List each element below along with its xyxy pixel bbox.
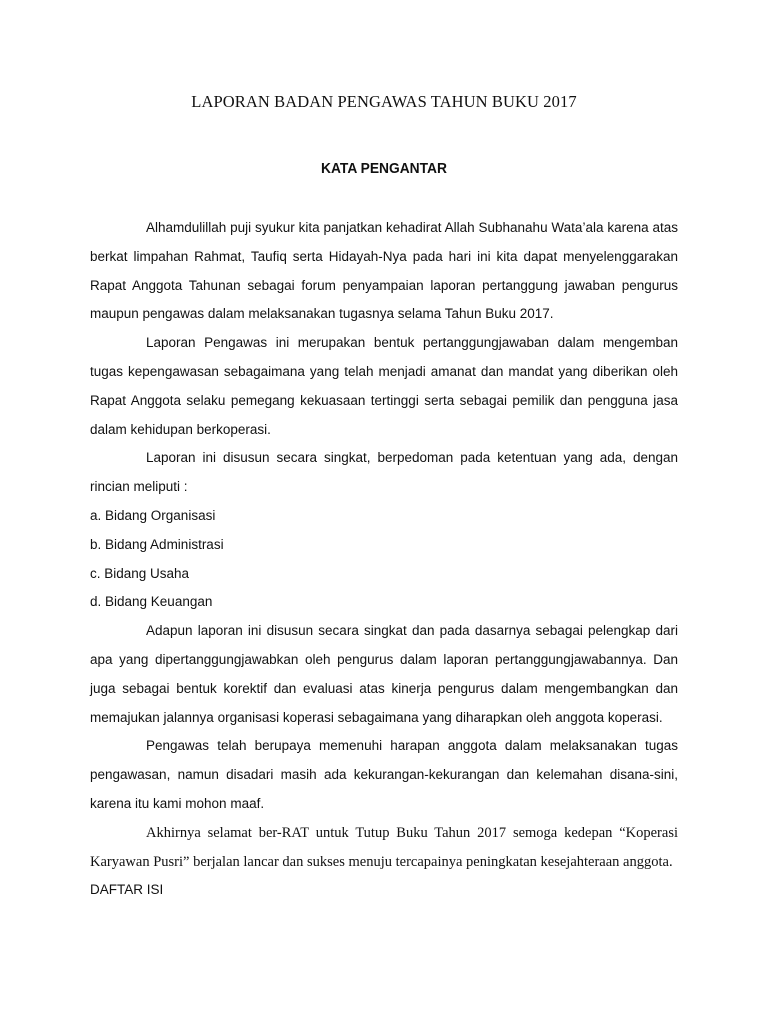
list-item-keuangan: d. Bidang Keuangan: [90, 594, 213, 610]
document-title: LAPORAN BADAN PENGAWAS TAHUN BUKU 2017: [191, 92, 577, 111]
table-of-contents-label: DAFTAR ISI: [90, 882, 164, 898]
paragraph-supplement: Adapun laporan ini disusun secara singkat dan pada dasarnya sebagai pelengkap dari apa yang dipertanggungjawabkan oleh pengurus dalam laporan pertanggungjawabannya. Dan juga sebagai bentuk korektif dan evaluasi atas kinerja pengurus dalam mengembangkan dan memajukan jalannya organisasi koperasi sebagaimana yang diharapkan oleh anggota koperasi.: [90, 623, 678, 725]
list-item-organisasi: a. Bidang Organisasi: [90, 507, 216, 523]
list-item-administrasi: b. Bidang Administrasi: [90, 536, 224, 552]
paragraph-purpose: Laporan Pengawas ini merupakan bentuk pertanggungjawaban dalam mengemban tugas kepengawasan sebagaimana yang telah menjadi amanat dan mandat yang diberikan oleh Rapat Anggota selaku pemegang kekuasaan tertinggi serta sebagai pemilik dan pengguna jasa dalam kehidupan berkoperasi.: [90, 335, 678, 437]
paragraph-opening: Alhamdulillah puji syukur kita panjatkan kehadirat Allah Subhanahu Wata’ala karena atas berkat limpahan Rahmat, Taufiq serta Hidayah-Nya pada hari ini kita dapat menyelenggarakan Rapat Anggota Tahunan sebagai forum penyampaian laporan pertanggung jawaban pengurus maupun pengawas dalam melaksanakan tugasnya selama Tahun Buku 2017.: [90, 220, 678, 322]
section-heading: KATA PENGANTAR: [321, 160, 447, 177]
paragraph-closing: Akhirnya selamat ber-RAT untuk Tutup Buku Tahun 2017 semoga kedepan “Koperasi Karyawan Pusri” berjalan lancar dan sukses menuju tercapainya peningkatan kesejahteraan anggota.: [90, 824, 678, 870]
document-body: [90, 214, 678, 905]
list-item-usaha: c. Bidang Usaha: [90, 565, 190, 581]
paragraph-scope: Laporan ini disusun secara singkat, berpedoman pada ketentuan yang ada, dengan rincian meliputi :: [90, 450, 678, 495]
paragraph-apology: Pengawas telah berupaya memenuhi harapan anggota dalam melaksanakan tugas pengawasan, namun disadari masih ada kekurangan-kekurangan dan kelemahan disana-sini, karena itu kami mohon maaf.: [90, 738, 678, 811]
